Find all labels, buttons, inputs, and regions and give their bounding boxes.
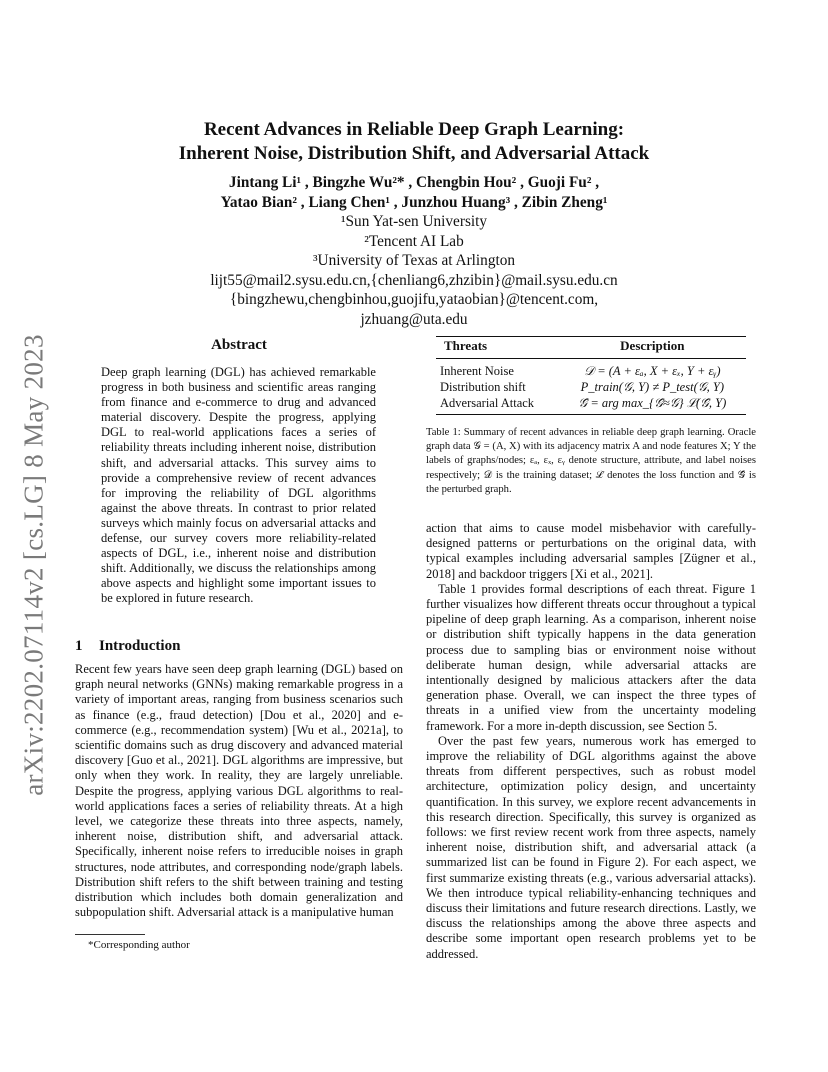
threat-cell: Adversarial Attack xyxy=(440,396,535,410)
paper-title xyxy=(100,118,728,166)
threat-cell: Inherent Noise xyxy=(440,364,514,378)
table-row xyxy=(436,359,746,380)
threat-cell: Distribution shift xyxy=(440,380,526,394)
affiliation-3: ³University of Texas at Arlington xyxy=(312,252,516,269)
section-title: Introduction xyxy=(99,638,181,654)
title-line-2: Inherent Noise, Distribution Shift, and Adversarial Attack xyxy=(178,143,650,164)
right-column-body xyxy=(426,521,756,962)
affiliation-1: ¹Sun Yat-sen University xyxy=(340,213,488,230)
table-header-threats: Threats xyxy=(444,338,488,353)
description-cell: 𝒢̂ = arg max_{𝒢̂≈𝒢} ℒ(𝒢̂, Y) xyxy=(578,396,727,410)
paragraph: action that aims to cause model misbehavior with carefully-designed patterns or perturbations on the original data, with typical examples including adversarial samples [Zügner et al., 2018] and backdoor triggers [Xi et al., 2021]. xyxy=(426,521,756,581)
email-line-3[interactable]: jzhuang@uta.edu xyxy=(360,310,468,328)
abstract-heading: Abstract xyxy=(211,337,267,353)
section-number: 1 xyxy=(75,638,83,654)
intro-paragraph: Recent few years have seen deep graph learning (DGL) based on graph neural networks (GNNs) making remarkable progress in a variety of important areas, ranging from business scenarios such as finance (e.g., fraud detection) [Dou et al., 2020] and e-commerce (e.g., recommendation system) [Wu et al., 2021a], to scientific domains such as drug discovery and advanced material discovery [Guo et al., 2021]. DGL algorithms are impressive, but only when they work. In reality, they are largely unreliable. Despite the progress, applying various DGL algorithms to real-world applications faces a series of reliability threats. At a high level, we categorize these threats into three aspects, namely, inherent noise, distribution shift, and adversarial attack. Specifically, inherent noise refers to irreducible noises in graph structures, node attributes, and corresponding node/graph labels. Distribution shift refers to the shift between training and testing distribution which includes both domain generalization and subpopulation shift. Adversarial attack is a manipulative human xyxy=(75,662,403,920)
authors-line-1: Jintang Li¹ , Bingzhe Wu²* , Chengbin Hou² , Guoji Fu² , xyxy=(228,174,600,191)
section-heading xyxy=(75,638,403,655)
author-block xyxy=(100,173,728,329)
paragraph: Over the past few years, numerous work has emerged to improve the reliability of DGL algorithms against the above threats from different perspectives, such as robust model architecture, optimization policy design, and uncertainty quantification. In this survey, we explore recent advancements in this research direction. Specifically, this survey is organized as follows: we first review recent work from three aspects, namely inherent noise, distribution shift, and adversarial attack (a summarized list can be found in Figure 2). For each aspect, we first summarize existing threats (e.g., various adversarial attacks). We then introduce typical reliability-enhancing techniques and discuss their limitations and future research directions. Lastly, we discuss the relationships among the above three aspects and describe some important open research problems yet to be addressed. xyxy=(426,733,756,961)
footnote-rule xyxy=(75,934,145,935)
threats-table xyxy=(436,336,746,415)
table-caption: Table 1: Summary of recent advances in reliable deep graph learning. Oracle graph data 𝒢 = (A, X) with its adjacency matrix A and node features X; Y the labels of graphs/nodes; εₐ, εₓ, εᵧ denote structure, attribute, and label noises respectively; 𝒟 is the training dataset; ℒ denotes the loss function and 𝒢̂ is the perturbed graph. xyxy=(426,427,756,495)
email-line-2[interactable]: {bingzhewu,chengbinhou,guojifu,yataobian}@tencent.com, xyxy=(229,291,599,308)
description-cell: P_train(𝒢, Y) ≠ P_test(𝒢, Y) xyxy=(580,380,724,394)
abstract-text: Deep graph learning (DGL) has achieved remarkable progress in both business and scientific areas ranging from finance and e-commerce to drug and advanced material discovery. Despite the progress, applying DGL to real-world applications faces a series of reliability threats including inherent noise, distribution shift, and adversarial attacks. This survey aims to provide a comprehensive review of recent advances for improving the reliability of DGL algorithms against the above threats. In contrast to prior related surveys which mainly focus on adversarial attacks and defense, our survey covers more reliability-related aspects of DGL, i.e., inherent noise and distribution shift. Additionally, we discuss the relationships among above aspects and highlight some important issues to be explored in future research. xyxy=(101,365,376,606)
arxiv-stamp: arXiv:2202.07114v2 [cs.LG] 8 May 2023 xyxy=(18,334,49,796)
table-row xyxy=(436,379,746,395)
footnote: *Corresponding author xyxy=(88,939,190,951)
affiliation-2: ²Tencent AI Lab xyxy=(364,232,464,250)
paragraph: Table 1 provides formal descriptions of each threat. Figure 1 further visualizes how different threats occur throughout a typical pipeline of deep graph learning. As a comparison, inherent noise or distribution shift typically happens in the data generation process due to sampling bias or environment noise without deliberate human design, while adversarial attacks are intentionally designed by malicious attackers after the data generation phase. Overall, we can inspect the three types of threats in a unified view from the uncertainty modeling framework. For a more in-depth discussion, see Section 5. xyxy=(426,581,756,733)
authors-line-2: Yatao Bian² , Liang Chen¹ , Junzhou Huang³ , Zibin Zheng¹ xyxy=(220,193,608,211)
table-row xyxy=(436,395,746,415)
description-cell: 𝒟 = (A + εₐ, X + εₓ, Y + εᵧ) xyxy=(584,364,721,378)
title-line-1: Recent Advances in Reliable Deep Graph Learning: xyxy=(203,119,625,140)
email-line-1[interactable]: lijt55@mail2.sysu.edu.cn,{chenliang6,zhzibin}@mail.sysu.edu.cn xyxy=(210,271,618,289)
table-header-description: Description xyxy=(620,338,685,353)
